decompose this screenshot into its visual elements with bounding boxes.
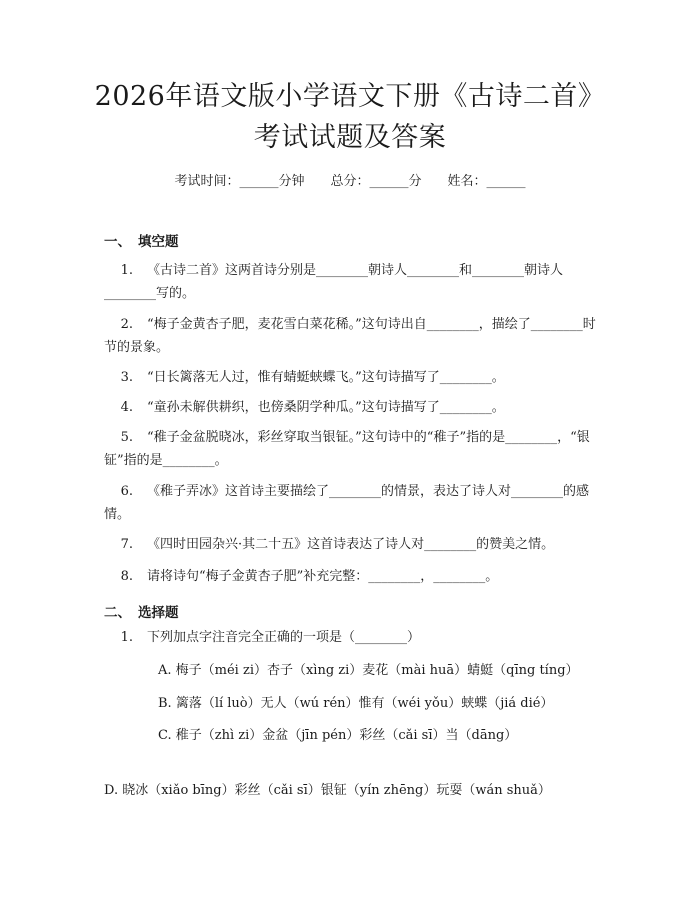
question-text: “日长篱落无人过，惟有蜻蜓蛱蝶飞。”这句诗描写了________。 [147,370,505,385]
section-heading-fill [104,230,179,250]
choice-question-1 [104,626,600,649]
question-number: 1. [120,630,133,645]
option-text: A. 梅子（méi zi）杏子（xìng zi）麦花（mài huā）蜻蜓（qīng tíng） [158,663,579,678]
question-number: 2. [120,317,133,332]
section-title: 选择题 [138,605,179,621]
fill-question-2 [104,313,600,359]
question-number: 5. [120,430,133,445]
option-text: D. 晓冰（xiǎo bīng）彩丝（cǎi sī）银钲（yín zhēng）玩耍（wán shuǎ） [104,783,551,798]
question-number: 4. [120,400,133,415]
question-number: 6. [120,484,133,499]
question-text: 下列加点字注音完全正确的一项是（________） [147,630,421,645]
option-text: C. 稚子（zhì zi）金盆（jīn pén）彩丝（cǎi sī）当（dāng） [158,728,518,743]
fill-question-4 [104,396,600,419]
question-text: “童孙未解供耕织，也傍桑阴学种瓜。”这句诗描写了________。 [147,400,505,415]
choice-option-a [104,659,600,682]
fill-question-5 [104,426,600,472]
question-text: 《稚子弄冰》这首诗主要描绘了________的情景，表达了诗人对________的感情。 [104,484,590,522]
choice-option-c [104,724,600,747]
name-field: 姓名：______ [447,174,526,189]
fill-question-7 [104,533,600,556]
choice-option-b [104,692,600,715]
option-text: B. 篱落（lí luò）无人（wú rén）惟有（wéi yǒu）蛱蝶（jiá dié） [158,696,554,711]
question-number: 8. [120,569,133,584]
question-number: 1. [120,263,133,278]
question-text: 《四时田园杂兴·其二十五》这首诗表达了诗人对________的赞美之情。 [147,537,555,552]
question-number: 7. [120,537,133,552]
section-title: 填空题 [138,234,179,250]
question-text: 《古诗二首》这两首诗分别是________朝诗人________和________朝诗人________写的。 [104,263,564,301]
question-text: “稚子金盆脱晓冰，彩丝穿取当银钲。”这句诗中的“稚子”指的是________，“银钲”指的是________。 [104,430,590,468]
page-title: 2026年语文版小学语文下册《古诗二首》考试试题及答案 [94,81,606,153]
question-text: 请将诗句“梅子金黄杏子肥”补充完整：________，________。 [147,569,499,584]
fill-question-8 [104,565,600,588]
section-number: 二、 [104,605,131,621]
total-score-field: 总分：______分 [330,174,422,189]
fill-question-3 [104,366,600,389]
exam-meta [0,170,700,189]
exam-time-field: 考试时间：______分钟 [174,174,305,189]
question-number: 3. [120,370,133,385]
fill-question-1 [104,259,600,305]
question-text: “梅子金黄杏子肥，麦花雪白菜花稀。”这句诗出自________，描绘了________时节的景象。 [104,317,596,355]
section-number: 一、 [104,234,131,250]
fill-question-6 [104,480,600,526]
choice-option-d [104,756,600,802]
section-heading-choice [104,601,179,621]
